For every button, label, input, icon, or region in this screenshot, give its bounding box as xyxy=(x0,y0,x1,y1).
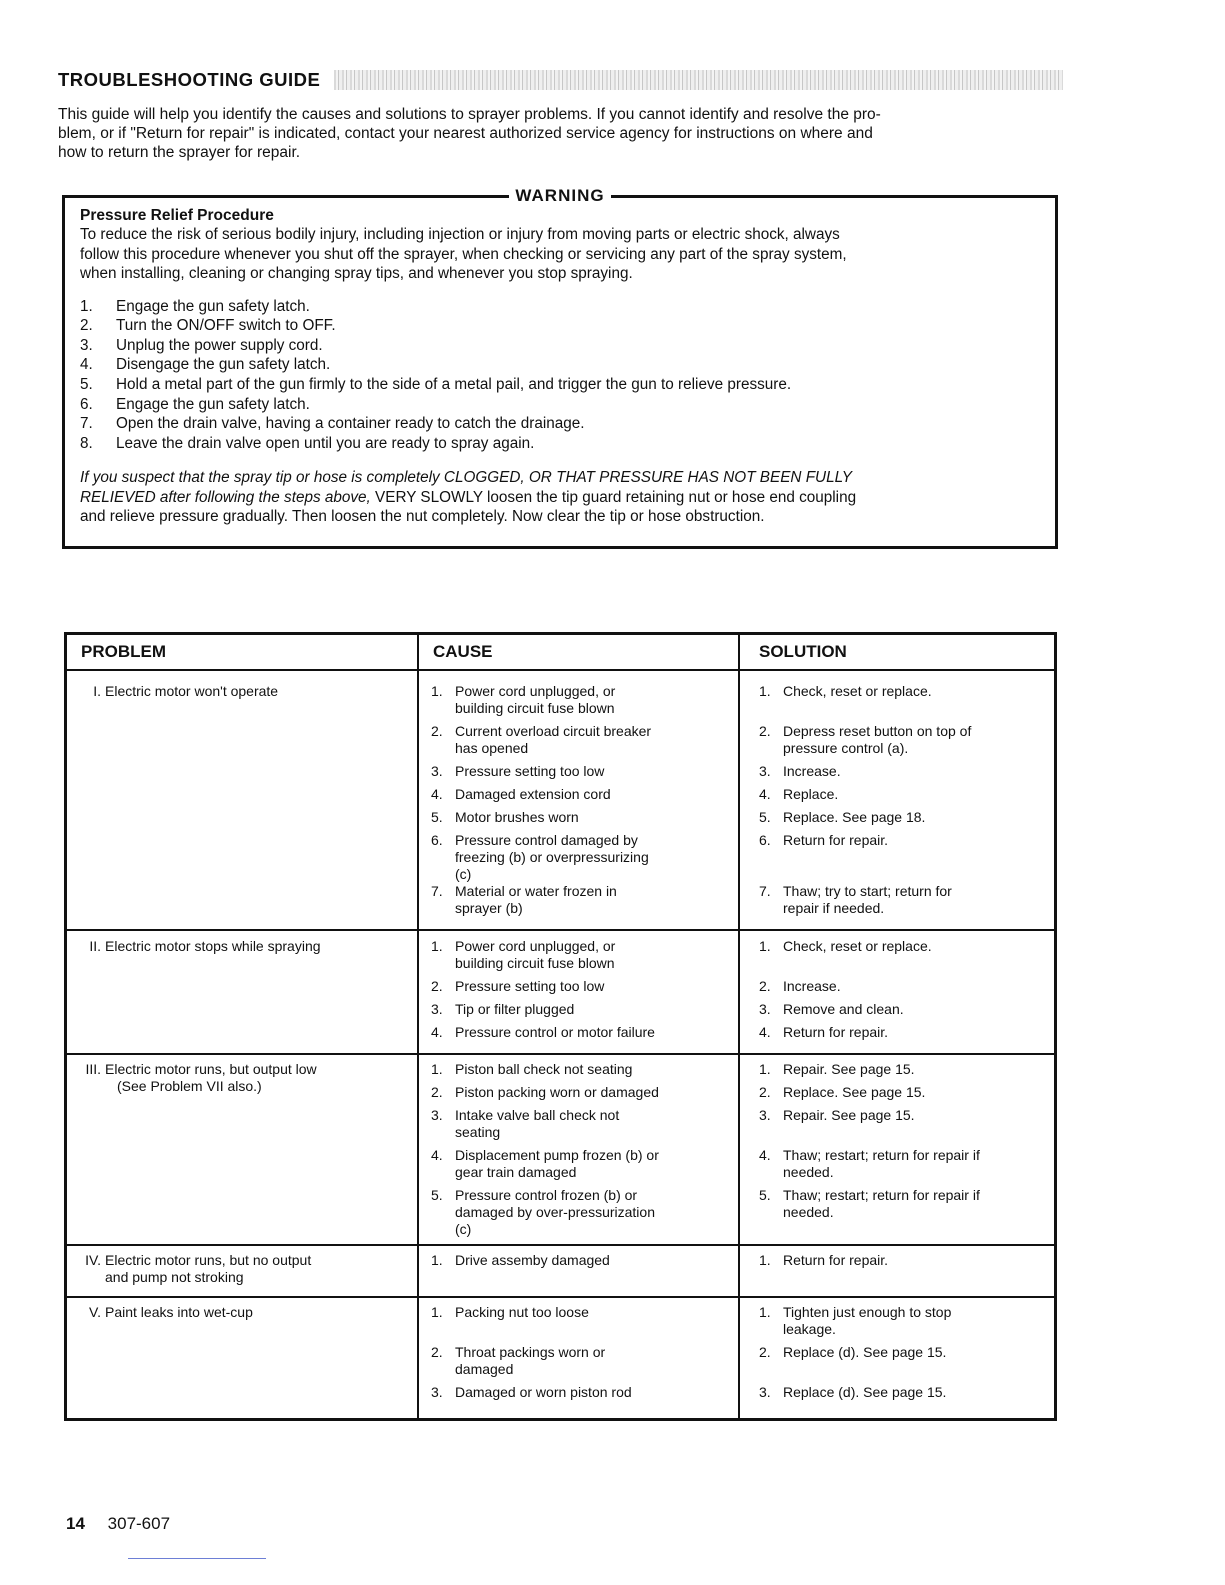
intro-paragraph xyxy=(58,105,1068,162)
item-text xyxy=(783,786,838,803)
warning-body-line: To reduce the risk of serious bodily injury, including injection or injury from moving parts or electric shock, always xyxy=(80,226,840,244)
step-text: Hold a metal part of the gun firmly to the side of a metal pail, and trigger the gun to relieve pressure. xyxy=(116,376,792,393)
item-line: Thaw; restart; return for repair if xyxy=(783,1147,980,1163)
item-number: 3. xyxy=(431,763,443,779)
item-text xyxy=(455,1252,610,1269)
item-text xyxy=(783,809,925,826)
cause-item xyxy=(431,1061,731,1078)
problem-text xyxy=(105,938,321,955)
step-number: 6. xyxy=(80,395,93,413)
warning-rule-right xyxy=(611,195,1058,198)
solution-item xyxy=(759,809,1049,826)
step-number: 2. xyxy=(80,317,93,335)
item-text xyxy=(783,938,932,955)
item-line: Power cord unplugged, or xyxy=(455,938,616,954)
problem-cell xyxy=(79,938,409,955)
item-line: Return for repair. xyxy=(783,1252,889,1268)
warning-content xyxy=(80,206,1050,527)
item-line: Piston packing worn or damaged xyxy=(455,1084,659,1100)
item-line: Pressure setting too low xyxy=(455,763,605,779)
item-line: Displacement pump frozen (b) or xyxy=(455,1147,659,1163)
step-item xyxy=(80,414,1050,434)
item-line: Replace. xyxy=(783,786,839,802)
problem-cell xyxy=(79,1304,409,1321)
item-number: 3. xyxy=(431,1001,443,1017)
warning-body-line: follow this procedure whenever you shut off the sprayer, when checking or servicing any part of the spray system, xyxy=(80,245,847,263)
item-line: Pressure control or motor failure xyxy=(455,1024,655,1040)
step-number: 3. xyxy=(80,336,93,354)
intro-line: how to return the sprayer for repair. xyxy=(58,144,301,161)
problem-cell xyxy=(79,1061,409,1095)
item-number: 2. xyxy=(759,723,771,739)
item-line: leakage. xyxy=(783,1321,836,1337)
solution-item xyxy=(759,763,1049,780)
step-text: Disengage the gun safety latch. xyxy=(116,356,331,374)
warning-header xyxy=(62,184,1058,208)
item-line: pressure control (a). xyxy=(783,740,909,756)
cause-cell xyxy=(431,1304,731,1400)
item-line: Repair. See page 15. xyxy=(783,1061,915,1077)
item-text xyxy=(783,1384,946,1401)
problem-number: I. xyxy=(93,683,101,699)
item-line: needed. xyxy=(783,1164,834,1180)
solution-item xyxy=(759,978,1049,995)
item-number: 6. xyxy=(759,832,771,848)
item-number: 5. xyxy=(759,1187,771,1203)
page-number: 14 xyxy=(66,1514,85,1533)
item-text xyxy=(783,1344,946,1361)
item-line: (c) xyxy=(455,1221,472,1237)
step-number: 8. xyxy=(80,434,93,452)
warning-label: WARNING xyxy=(515,186,605,205)
row-divider xyxy=(67,1296,1054,1298)
cause-item xyxy=(431,1107,731,1141)
item-text xyxy=(783,1001,904,1018)
solution-item xyxy=(759,1061,1049,1078)
solution-item xyxy=(759,1187,1049,1221)
warning-rule-left xyxy=(62,195,509,198)
cause-item xyxy=(431,1344,731,1378)
item-line: Tip or filter plugged xyxy=(455,1001,575,1017)
warning-body-line: when installing, cleaning or changing spray tips, and whenever you stop spraying. xyxy=(80,265,633,283)
item-number: 4. xyxy=(431,786,443,802)
item-line: Depress reset button on top of xyxy=(783,723,972,739)
problem-number: V. xyxy=(89,1304,101,1320)
step-number: 1. xyxy=(80,297,93,315)
item-text xyxy=(455,1147,659,1181)
header-solution: SOLUTION xyxy=(759,642,847,661)
item-text xyxy=(455,683,615,717)
intro-line: blem, or if "Return for repair" is indicated, contact your nearest authorized service agency for instructions on where and xyxy=(58,125,873,142)
cause-item xyxy=(431,1001,731,1018)
item-number: 2. xyxy=(431,1084,443,1100)
solution-cell xyxy=(759,683,1049,916)
item-text xyxy=(783,832,888,849)
item-line: Thaw; try to start; return for xyxy=(783,883,952,899)
problem-cell xyxy=(79,1252,409,1286)
item-line: repair if needed. xyxy=(783,900,885,916)
item-number: 3. xyxy=(759,1384,771,1400)
item-line: Increase. xyxy=(783,763,841,779)
cause-item xyxy=(431,832,731,883)
item-number: 1. xyxy=(431,683,443,699)
item-text xyxy=(783,1061,915,1078)
item-number: 1. xyxy=(759,1304,771,1320)
item-number: 1. xyxy=(759,1252,771,1268)
cause-cell xyxy=(431,1252,731,1268)
solution-cell xyxy=(759,1252,1049,1268)
item-line: seating xyxy=(455,1124,501,1140)
item-number: 2. xyxy=(431,978,443,994)
item-number: 4. xyxy=(759,786,771,802)
item-line: Thaw; restart; return for repair if xyxy=(783,1187,980,1203)
item-number: 7. xyxy=(759,883,771,899)
problem-line: Electric motor won't operate xyxy=(105,683,279,699)
item-number: 3. xyxy=(759,763,771,779)
item-line: freezing (b) or overpressurizing xyxy=(455,849,649,865)
problem-text xyxy=(105,1061,317,1095)
title-decorative-bar xyxy=(334,70,1063,90)
item-number: 1. xyxy=(759,683,771,699)
item-number: 2. xyxy=(431,1344,443,1360)
item-text xyxy=(455,1024,655,1041)
header-problem: PROBLEM xyxy=(81,642,166,661)
item-number: 2. xyxy=(759,978,771,994)
item-line: Return for repair. xyxy=(783,832,889,848)
item-text xyxy=(455,723,651,757)
item-line: Packing nut too loose xyxy=(455,1304,589,1320)
item-number: 7. xyxy=(431,883,443,899)
solution-cell xyxy=(759,1304,1049,1400)
item-text xyxy=(783,1024,888,1041)
item-line: Pressure control frozen (b) or xyxy=(455,1187,638,1203)
cause-item xyxy=(431,1252,731,1269)
item-text xyxy=(783,1107,915,1124)
item-number: 3. xyxy=(759,1001,771,1017)
cause-item xyxy=(431,938,731,972)
item-number: 1. xyxy=(759,1061,771,1077)
item-line: Replace. See page 18. xyxy=(783,809,926,825)
item-text xyxy=(783,763,841,780)
step-item xyxy=(80,297,1050,317)
item-text xyxy=(783,978,841,995)
item-line: Remove and clean. xyxy=(783,1001,904,1017)
problem-line: (See Problem VII also.) xyxy=(117,1078,262,1094)
column-divider xyxy=(417,635,419,1418)
item-line: (c) xyxy=(455,866,472,882)
item-number: 5. xyxy=(759,809,771,825)
step-number: 7. xyxy=(80,415,93,433)
solution-item xyxy=(759,1147,1049,1181)
header-divider xyxy=(67,669,1054,671)
item-text xyxy=(783,1304,951,1338)
item-line: Current overload circuit breaker xyxy=(455,723,652,739)
cause-item xyxy=(431,1304,731,1321)
item-number: 1. xyxy=(431,1304,443,1320)
item-line: Piston ball check not seating xyxy=(455,1061,633,1077)
item-line: Check, reset or replace. xyxy=(783,683,932,699)
item-text xyxy=(783,883,952,917)
item-number: 6. xyxy=(431,832,443,848)
item-line: Power cord unplugged, or xyxy=(455,683,616,699)
clogged-note-line: and relieve pressure gradually. Then loosen the nut completely. Now clear the tip or hose obstruction. xyxy=(80,508,765,526)
problem-number: IV. xyxy=(85,1252,101,1268)
page-title: TROUBLESHOOTING GUIDE xyxy=(58,69,321,90)
cause-item xyxy=(431,1384,731,1401)
stray-rule xyxy=(128,1558,266,1559)
clogged-note-italic: RELIEVED after following the steps above, xyxy=(80,488,371,506)
item-line: Return for repair. xyxy=(783,1024,889,1040)
item-line: building circuit fuse blown xyxy=(455,955,615,971)
item-number: 5. xyxy=(431,1187,443,1203)
clogged-note-line xyxy=(80,468,1050,487)
item-text xyxy=(455,1084,659,1101)
step-text: Engage the gun safety latch. xyxy=(116,297,310,315)
cause-item xyxy=(431,1084,731,1101)
row-divider xyxy=(67,1053,1054,1055)
cause-item xyxy=(431,786,731,803)
item-line: Increase. xyxy=(783,978,841,994)
cause-item xyxy=(431,683,731,717)
cause-item xyxy=(431,883,731,917)
step-item xyxy=(80,355,1050,375)
cause-item xyxy=(431,978,731,995)
clogged-note-text: VERY SLOWLY loosen the tip guard retaining nut or hose end coupling xyxy=(370,488,857,506)
item-line: Tighten just enough to stop xyxy=(783,1304,952,1320)
problem-cell xyxy=(79,683,409,700)
solution-item xyxy=(759,1024,1049,1041)
item-line: Pressure control damaged by xyxy=(455,832,638,848)
cause-item xyxy=(431,809,731,826)
item-text xyxy=(455,1001,574,1018)
solution-item xyxy=(759,1084,1049,1101)
solution-item xyxy=(759,1107,1049,1124)
step-text: Leave the drain valve open until you are ready to spray again. xyxy=(116,434,535,452)
item-line: building circuit fuse blown xyxy=(455,700,615,716)
item-number: 2. xyxy=(759,1084,771,1100)
step-text: Unplug the power supply cord. xyxy=(116,336,323,354)
item-number: 4. xyxy=(431,1147,443,1163)
item-number: 4. xyxy=(759,1147,771,1163)
problem-text xyxy=(105,683,278,700)
cause-item xyxy=(431,763,731,780)
item-text xyxy=(783,1084,925,1101)
item-text xyxy=(783,1147,980,1181)
step-text: Engage the gun safety latch. xyxy=(116,395,310,413)
troubleshooting-table xyxy=(64,632,1057,1421)
step-item xyxy=(80,395,1050,415)
step-number: 5. xyxy=(80,376,93,393)
cause-item xyxy=(431,1187,731,1238)
cause-cell xyxy=(431,1061,731,1237)
problem-number: II. xyxy=(89,938,101,954)
solution-item xyxy=(759,786,1049,803)
item-text xyxy=(455,763,604,780)
intro-line: This guide will help you identify the causes and solutions to sprayer problems. If you cannot identify and resolve the pro- xyxy=(58,106,881,123)
step-item xyxy=(80,375,1050,395)
item-text xyxy=(455,883,617,917)
item-text xyxy=(455,1187,655,1238)
item-number: 3. xyxy=(431,1107,443,1123)
step-text: Turn the ON/OFF switch to OFF. xyxy=(116,317,336,335)
item-line: Intake valve ball check not xyxy=(455,1107,620,1123)
pressure-relief-steps xyxy=(80,297,1050,454)
item-line: Replace (d). See page 15. xyxy=(783,1384,947,1400)
item-line: Throat packings worn or xyxy=(455,1344,606,1360)
solution-item xyxy=(759,1384,1049,1401)
item-text xyxy=(455,1304,589,1321)
problem-line: Electric motor runs, but no output xyxy=(105,1252,312,1268)
item-number: 1. xyxy=(431,1252,443,1268)
item-line: damaged by over-pressurization xyxy=(455,1204,655,1220)
item-number: 2. xyxy=(431,723,443,739)
item-text xyxy=(455,1344,605,1378)
problem-line: Electric motor stops while spraying xyxy=(105,938,321,954)
item-text xyxy=(783,723,971,757)
solution-item xyxy=(759,723,1049,757)
cause-cell xyxy=(431,683,731,916)
item-number: 3. xyxy=(759,1107,771,1123)
item-text xyxy=(455,978,604,995)
item-line: has opened xyxy=(455,740,529,756)
item-text xyxy=(455,1384,632,1401)
item-line: gear train damaged xyxy=(455,1164,577,1180)
step-item xyxy=(80,316,1050,336)
item-number: 4. xyxy=(431,1024,443,1040)
item-line: Repair. See page 15. xyxy=(783,1107,915,1123)
item-line: Replace (d). See page 15. xyxy=(783,1344,947,1360)
item-number: 2. xyxy=(759,1344,771,1360)
item-number: 5. xyxy=(431,809,443,825)
cause-item xyxy=(431,723,731,757)
item-number: 1. xyxy=(759,938,771,954)
item-number: 1. xyxy=(431,938,443,954)
row-divider xyxy=(67,929,1054,931)
solution-item xyxy=(759,1304,1049,1338)
problem-text xyxy=(105,1252,311,1286)
clogged-note-line xyxy=(80,488,1050,507)
cause-item xyxy=(431,1147,731,1181)
item-text xyxy=(455,809,579,826)
clogged-note-italic: If you suspect that the spray tip or hose is completely CLOGGED, OR THAT PRESSURE HAS NOT BEEN FULLY xyxy=(80,469,852,487)
solution-item xyxy=(759,1252,1049,1269)
item-text xyxy=(455,832,649,883)
step-item xyxy=(80,336,1050,356)
item-number: 4. xyxy=(759,1024,771,1040)
item-text xyxy=(455,786,611,803)
item-line: Pressure setting too low xyxy=(455,978,605,994)
item-number: 3. xyxy=(431,1384,443,1400)
page-footer xyxy=(66,1514,170,1534)
step-item xyxy=(80,434,1050,454)
item-text xyxy=(783,1187,980,1221)
row-divider xyxy=(67,1244,1054,1246)
item-line: needed. xyxy=(783,1204,834,1220)
solution-item xyxy=(759,683,1049,700)
problem-line: Paint leaks into wet-cup xyxy=(105,1304,253,1320)
item-line: Motor brushes worn xyxy=(455,809,579,825)
step-text: Open the drain valve, having a container ready to catch the drainage. xyxy=(116,415,585,433)
warning-heading: Pressure Relief Procedure xyxy=(80,207,274,224)
item-line: Drive assemby damaged xyxy=(455,1252,610,1268)
item-line: sprayer (b) xyxy=(455,900,523,916)
item-text xyxy=(455,1061,632,1078)
document-number: 307-607 xyxy=(107,1514,171,1533)
header-cause: CAUSE xyxy=(433,642,493,661)
solution-cell xyxy=(759,938,1049,1040)
cause-cell xyxy=(431,938,731,1040)
problem-line: and pump not stroking xyxy=(105,1269,244,1285)
item-line: Check, reset or replace. xyxy=(783,938,932,954)
solution-item xyxy=(759,1344,1049,1361)
solution-cell xyxy=(759,1061,1049,1220)
step-number: 4. xyxy=(80,356,93,374)
problem-text xyxy=(105,1304,253,1321)
solution-item xyxy=(759,1001,1049,1018)
column-divider xyxy=(738,635,740,1418)
item-text xyxy=(455,1107,619,1141)
item-text xyxy=(455,938,615,972)
problem-line: Electric motor runs, but output low xyxy=(105,1061,317,1077)
item-text xyxy=(783,683,932,700)
solution-item xyxy=(759,832,1049,849)
item-text xyxy=(783,1252,888,1269)
item-line: Material or water frozen in xyxy=(455,883,617,899)
cause-item xyxy=(431,1024,731,1041)
item-line: Damaged or worn piston rod xyxy=(455,1384,632,1400)
solution-item xyxy=(759,883,1049,917)
problem-number: III. xyxy=(85,1061,101,1077)
title-row xyxy=(58,66,1063,94)
solution-item xyxy=(759,938,1049,955)
item-line: damaged xyxy=(455,1361,514,1377)
item-number: 1. xyxy=(431,1061,443,1077)
item-line: Replace. See page 15. xyxy=(783,1084,926,1100)
item-line: Damaged extension cord xyxy=(455,786,611,802)
